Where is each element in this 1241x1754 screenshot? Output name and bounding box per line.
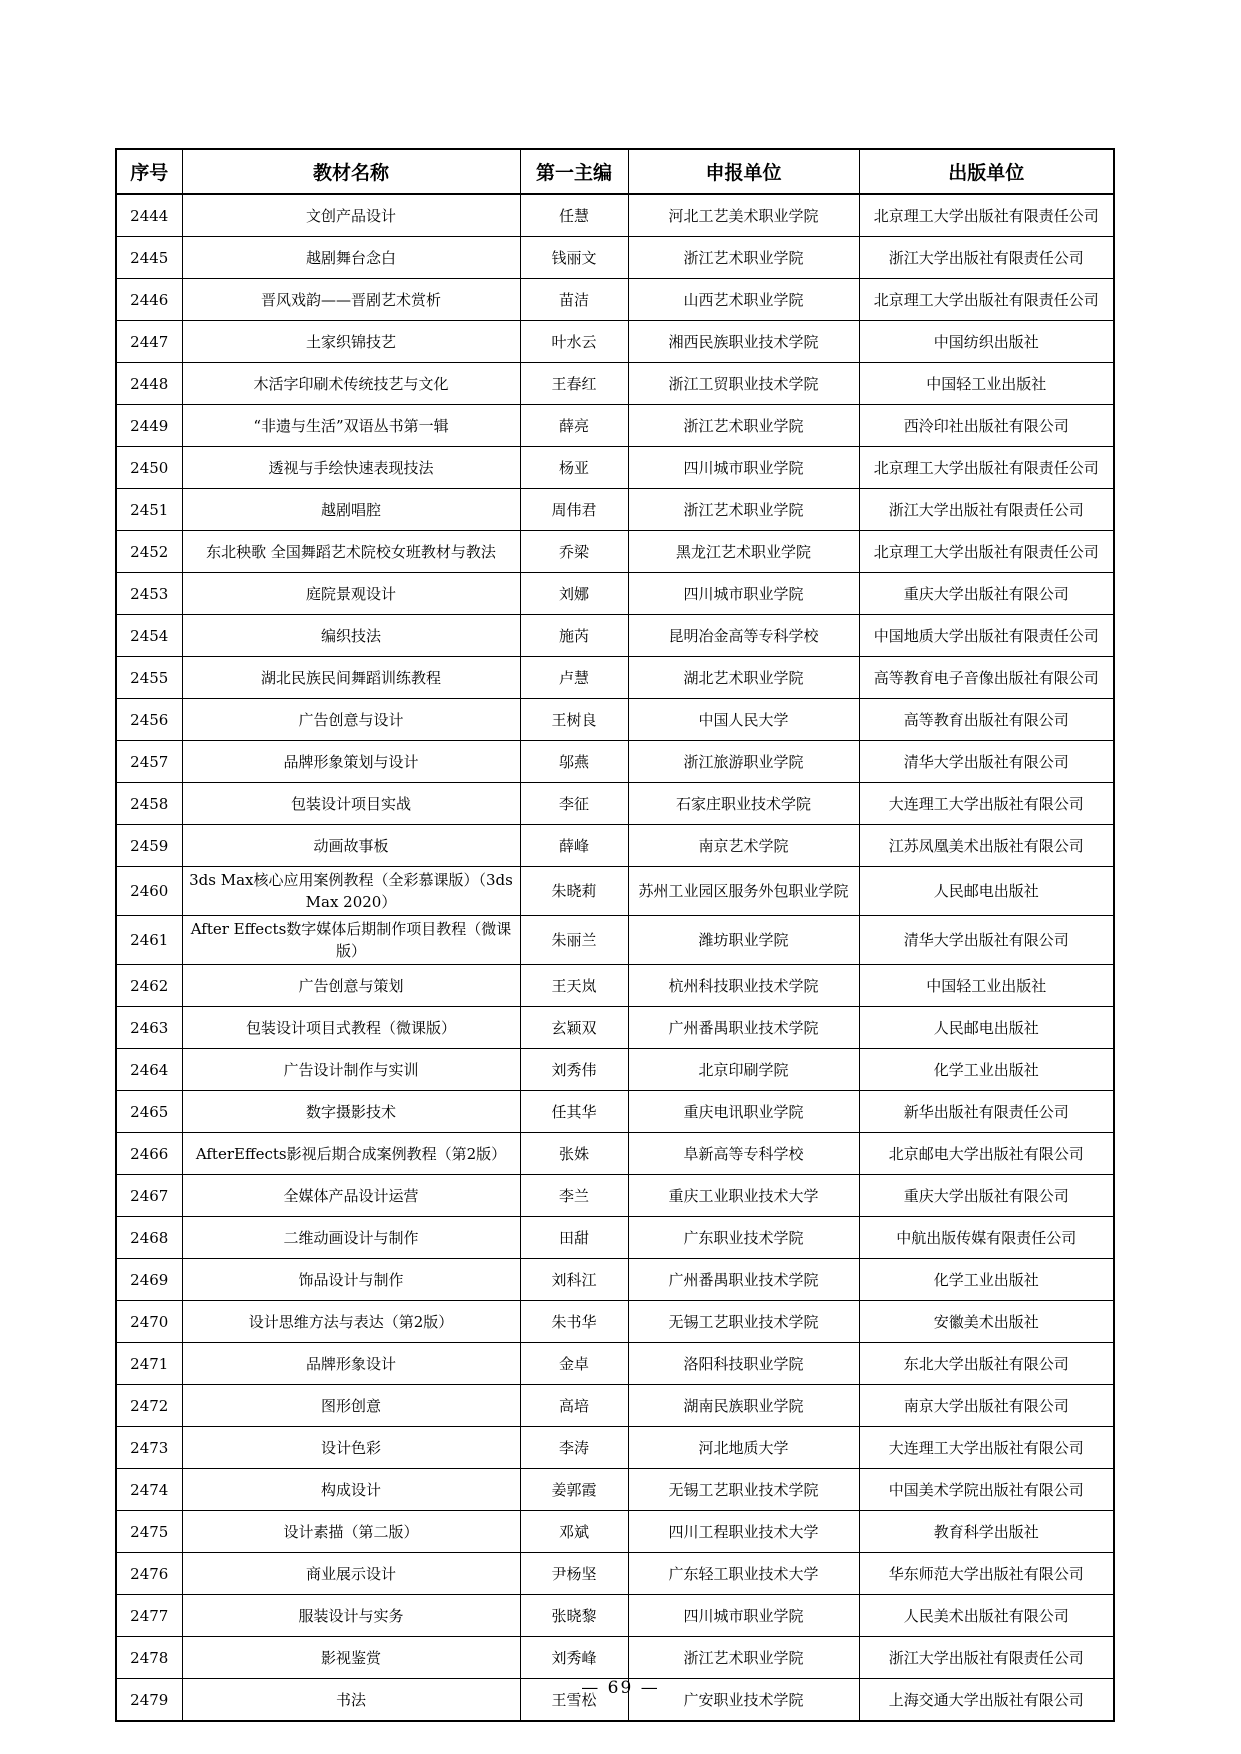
cell-editor: 刘秀峰 [520,1637,628,1679]
cell-index: 2446 [116,279,182,321]
cell-title: 土家织锦技艺 [182,321,520,363]
cell-applicant: 阜新高等专科学校 [628,1133,859,1175]
cell-title: 设计素描（第二版） [182,1511,520,1553]
cell-publisher: 中国地质大学出版社有限责任公司 [859,615,1114,657]
cell-title: 编织技法 [182,615,520,657]
cell-applicant: 湖南民族职业学院 [628,1385,859,1427]
table-row [116,237,1114,279]
cell-publisher: 西泠印社出版社有限公司 [859,405,1114,447]
cell-applicant: 河北工艺美术职业学院 [628,194,859,237]
cell-index: 2453 [116,573,182,615]
cell-title: 构成设计 [182,1469,520,1511]
cell-publisher: 化学工业出版社 [859,1049,1114,1091]
cell-editor: 薛亮 [520,405,628,447]
cell-index: 2467 [116,1175,182,1217]
cell-index: 2459 [116,825,182,867]
column-header-applicant: 申报单位 [628,149,859,194]
cell-editor: 朱丽兰 [520,916,628,965]
cell-title: 越剧唱腔 [182,489,520,531]
table-row [116,405,1114,447]
cell-publisher: 大连理工大学出版社有限公司 [859,783,1114,825]
column-header-publisher: 出版单位 [859,149,1114,194]
cell-editor: 朱晓莉 [520,867,628,916]
cell-title: 书法 [182,1679,520,1722]
table-row [116,363,1114,405]
cell-applicant: 浙江工贸职业技术学院 [628,363,859,405]
cell-applicant: 石家庄职业技术学院 [628,783,859,825]
cell-publisher: 北京邮电大学出版社有限公司 [859,1133,1114,1175]
cell-applicant: 浙江艺术职业学院 [628,405,859,447]
table-row [116,1553,1114,1595]
cell-editor: 任其华 [520,1091,628,1133]
table-row [116,1427,1114,1469]
cell-applicant: 重庆工业职业技术大学 [628,1175,859,1217]
cell-publisher: 中航出版传媒有限责任公司 [859,1217,1114,1259]
cell-editor: 叶水云 [520,321,628,363]
cell-applicant: 河北地质大学 [628,1427,859,1469]
cell-index: 2465 [116,1091,182,1133]
cell-title: 影视鉴赏 [182,1637,520,1679]
table-row [116,825,1114,867]
cell-publisher: 浙江大学出版社有限责任公司 [859,1637,1114,1679]
cell-editor: 邓斌 [520,1511,628,1553]
cell-title: 二维动画设计与制作 [182,1217,520,1259]
cell-index: 2462 [116,965,182,1007]
table-row [116,489,1114,531]
cell-editor: 张晓黎 [520,1595,628,1637]
cell-title: 品牌形象设计 [182,1343,520,1385]
cell-title: 广告设计制作与实训 [182,1049,520,1091]
cell-index: 2475 [116,1511,182,1553]
cell-publisher: 高等教育电子音像出版社有限公司 [859,657,1114,699]
table-row [116,1301,1114,1343]
cell-editor: 尹杨坚 [520,1553,628,1595]
cell-publisher: 东北大学出版社有限公司 [859,1343,1114,1385]
cell-index: 2449 [116,405,182,447]
cell-publisher: 人民邮电出版社 [859,867,1114,916]
table-row [116,699,1114,741]
table-row [116,321,1114,363]
cell-publisher: 大连理工大学出版社有限公司 [859,1427,1114,1469]
cell-index: 2447 [116,321,182,363]
cell-title: 越剧舞台念白 [182,237,520,279]
table-row [116,657,1114,699]
cell-applicant: 潍坊职业学院 [628,916,859,965]
cell-index: 2466 [116,1133,182,1175]
cell-publisher: 北京理工大学出版社有限责任公司 [859,531,1114,573]
table-row [116,1217,1114,1259]
cell-index: 2458 [116,783,182,825]
cell-editor: 朱书华 [520,1301,628,1343]
cell-editor: 李征 [520,783,628,825]
cell-editor: 王春红 [520,363,628,405]
cell-index: 2451 [116,489,182,531]
cell-title: 全媒体产品设计运营 [182,1175,520,1217]
cell-editor: 田甜 [520,1217,628,1259]
cell-publisher: 重庆大学出版社有限公司 [859,573,1114,615]
cell-editor: 乔梁 [520,531,628,573]
cell-title: 包装设计项目实战 [182,783,520,825]
cell-index: 2448 [116,363,182,405]
cell-publisher: 浙江大学出版社有限责任公司 [859,237,1114,279]
cell-editor: 苗洁 [520,279,628,321]
cell-editor: 玄颖双 [520,1007,628,1049]
cell-title: 广告创意与设计 [182,699,520,741]
cell-index: 2469 [116,1259,182,1301]
cell-title: After Effects数字媒体后期制作项目教程（微课版） [182,916,520,965]
cell-publisher: 华东师范大学出版社有限公司 [859,1553,1114,1595]
cell-index: 2445 [116,237,182,279]
table-row [116,867,1114,916]
cell-publisher: 中国美术学院出版社有限公司 [859,1469,1114,1511]
cell-applicant: 四川城市职业学院 [628,573,859,615]
cell-applicant: 黑龙江艺术职业学院 [628,531,859,573]
table-row [116,1343,1114,1385]
cell-editor: 李兰 [520,1175,628,1217]
column-header-title: 教材名称 [182,149,520,194]
cell-editor: 邬燕 [520,741,628,783]
cell-publisher: 南京大学出版社有限公司 [859,1385,1114,1427]
cell-applicant: 昆明冶金高等专科学校 [628,615,859,657]
cell-index: 2477 [116,1595,182,1637]
table-row [116,1385,1114,1427]
cell-title: 设计色彩 [182,1427,520,1469]
cell-publisher: 北京理工大学出版社有限责任公司 [859,447,1114,489]
cell-editor: 高培 [520,1385,628,1427]
cell-title: 数字摄影技术 [182,1091,520,1133]
cell-title: 品牌形象策划与设计 [182,741,520,783]
cell-editor: 金卓 [520,1343,628,1385]
table-row [116,783,1114,825]
cell-applicant: 浙江旅游职业学院 [628,741,859,783]
cell-editor: 施芮 [520,615,628,657]
cell-editor: 杨亚 [520,447,628,489]
cell-title: “非遗与生活”双语丛书第一辑 [182,405,520,447]
cell-index: 2472 [116,1385,182,1427]
cell-index: 2452 [116,531,182,573]
cell-title: 广告创意与策划 [182,965,520,1007]
cell-applicant: 南京艺术学院 [628,825,859,867]
cell-applicant: 四川城市职业学院 [628,1595,859,1637]
table-row [116,741,1114,783]
table-row [116,279,1114,321]
cell-publisher: 上海交通大学出版社有限公司 [859,1679,1114,1722]
table-row [116,531,1114,573]
cell-publisher: 高等教育出版社有限公司 [859,699,1114,741]
table-row [116,1511,1114,1553]
cell-applicant: 山西艺术职业学院 [628,279,859,321]
table-row [116,1133,1114,1175]
cell-title: 湖北民族民间舞蹈训练教程 [182,657,520,699]
cell-index: 2464 [116,1049,182,1091]
column-header-editor: 第一主编 [520,149,628,194]
cell-applicant: 无锡工艺职业技术学院 [628,1469,859,1511]
cell-index: 2444 [116,194,182,237]
table-row [116,447,1114,489]
table-row [116,1595,1114,1637]
cell-applicant: 苏州工业园区服务外包职业学院 [628,867,859,916]
cell-title: 3ds Max核心应用案例教程（全彩慕课版）（3ds Max 2020） [182,867,520,916]
cell-index: 2473 [116,1427,182,1469]
cell-editor: 钱丽文 [520,237,628,279]
cell-title: AfterEffects影视后期合成案例教程（第2版） [182,1133,520,1175]
cell-publisher: 新华出版社有限责任公司 [859,1091,1114,1133]
cell-publisher: 中国轻工业出版社 [859,965,1114,1007]
table-row [116,1091,1114,1133]
cell-index: 2460 [116,867,182,916]
table-row [116,916,1114,965]
cell-index: 2461 [116,916,182,965]
table-row [116,573,1114,615]
cell-title: 服装设计与实务 [182,1595,520,1637]
cell-title: 晋风戏韵——晋剧艺术赏析 [182,279,520,321]
cell-title: 商业展示设计 [182,1553,520,1595]
cell-applicant: 浙江艺术职业学院 [628,1637,859,1679]
cell-index: 2471 [116,1343,182,1385]
cell-index: 2474 [116,1469,182,1511]
cell-title: 设计思维方法与表达（第2版） [182,1301,520,1343]
page-number: — 69 — [581,1678,660,1698]
table-body [116,194,1114,1721]
table-row [116,1469,1114,1511]
cell-index: 2450 [116,447,182,489]
cell-publisher: 中国轻工业出版社 [859,363,1114,405]
cell-publisher: 教育科学出版社 [859,1511,1114,1553]
cell-title: 木活字印刷术传统技艺与文化 [182,363,520,405]
cell-editor: 王树良 [520,699,628,741]
cell-applicant: 湘西民族职业技术学院 [628,321,859,363]
cell-publisher: 重庆大学出版社有限公司 [859,1175,1114,1217]
cell-index: 2456 [116,699,182,741]
cell-editor: 张姝 [520,1133,628,1175]
cell-title: 饰品设计与制作 [182,1259,520,1301]
cell-index: 2457 [116,741,182,783]
cell-title: 文创产品设计 [182,194,520,237]
cell-applicant: 洛阳科技职业学院 [628,1343,859,1385]
cell-publisher: 清华大学出版社有限公司 [859,916,1114,965]
cell-publisher: 人民邮电出版社 [859,1007,1114,1049]
cell-publisher: 北京理工大学出版社有限责任公司 [859,194,1114,237]
cell-editor: 周伟君 [520,489,628,531]
cell-publisher: 安徽美术出版社 [859,1301,1114,1343]
cell-title: 动画故事板 [182,825,520,867]
table-row [116,1175,1114,1217]
cell-applicant: 四川城市职业学院 [628,447,859,489]
table-row [116,965,1114,1007]
cell-applicant: 湖北艺术职业学院 [628,657,859,699]
cell-applicant: 广州番禺职业技术学院 [628,1259,859,1301]
cell-index: 2454 [116,615,182,657]
cell-index: 2470 [116,1301,182,1343]
cell-applicant: 浙江艺术职业学院 [628,237,859,279]
cell-publisher: 人民美术出版社有限公司 [859,1595,1114,1637]
cell-applicant: 四川工程职业技术大学 [628,1511,859,1553]
cell-publisher: 中国纺织出版社 [859,321,1114,363]
cell-title: 图形创意 [182,1385,520,1427]
cell-editor: 刘娜 [520,573,628,615]
cell-publisher: 北京理工大学出版社有限责任公司 [859,279,1114,321]
table-row [116,1637,1114,1679]
cell-applicant: 无锡工艺职业技术学院 [628,1301,859,1343]
cell-applicant: 广州番禺职业技术学院 [628,1007,859,1049]
cell-editor: 王天岚 [520,965,628,1007]
cell-applicant: 北京印刷学院 [628,1049,859,1091]
cell-title: 庭院景观设计 [182,573,520,615]
cell-publisher: 江苏凤凰美术出版社有限公司 [859,825,1114,867]
cell-title: 透视与手绘快速表现技法 [182,447,520,489]
cell-index: 2455 [116,657,182,699]
cell-applicant: 广安职业技术学院 [628,1679,859,1722]
cell-editor: 姜郭霞 [520,1469,628,1511]
cell-applicant: 杭州科技职业技术学院 [628,965,859,1007]
cell-applicant: 广东轻工职业技术大学 [628,1553,859,1595]
table-row [116,1259,1114,1301]
cell-applicant: 中国人民大学 [628,699,859,741]
table-row [116,1007,1114,1049]
cell-index: 2476 [116,1553,182,1595]
column-header-index: 序号 [116,149,182,194]
cell-applicant: 广东职业技术学院 [628,1217,859,1259]
cell-editor: 刘秀伟 [520,1049,628,1091]
table-row [116,194,1114,237]
cell-title: 包装设计项目式教程（微课版） [182,1007,520,1049]
cell-index: 2479 [116,1679,182,1722]
cell-index: 2468 [116,1217,182,1259]
table-row [116,1049,1114,1091]
cell-applicant: 浙江艺术职业学院 [628,489,859,531]
table-row [116,615,1114,657]
cell-editor: 卢慧 [520,657,628,699]
cell-index: 2463 [116,1007,182,1049]
cell-editor: 薛峰 [520,825,628,867]
cell-editor: 王雪松 [520,1679,628,1722]
cell-editor: 刘科江 [520,1259,628,1301]
textbook-list-table [115,148,1115,1722]
cell-publisher: 浙江大学出版社有限责任公司 [859,489,1114,531]
cell-applicant: 重庆电讯职业学院 [628,1091,859,1133]
cell-editor: 李涛 [520,1427,628,1469]
cell-index: 2478 [116,1637,182,1679]
table-header-row [116,149,1114,194]
cell-title: 东北秧歌 全国舞蹈艺术院校女班教材与教法 [182,531,520,573]
cell-editor: 任慧 [520,194,628,237]
cell-publisher: 清华大学出版社有限公司 [859,741,1114,783]
cell-publisher: 化学工业出版社 [859,1259,1114,1301]
